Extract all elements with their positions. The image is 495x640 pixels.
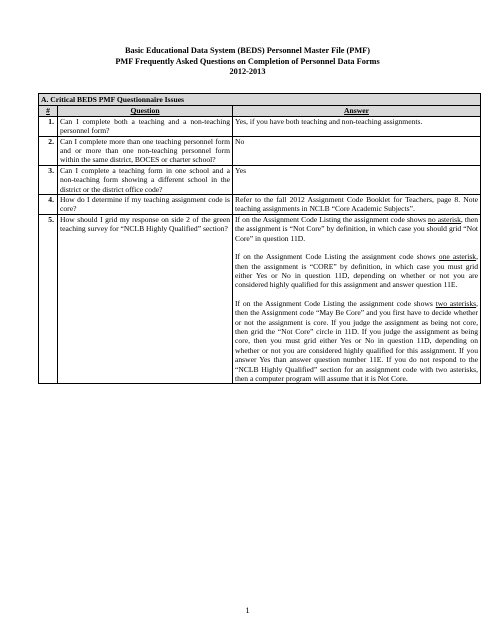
answer-text: If on the Assignment Code Listing the assignment code shows: [235, 252, 439, 262]
answer-emphasis: no asterisk: [428, 214, 461, 224]
question-cell: Can I complete a teaching form in one school and a non-teaching form showing a different school in the district or the district office code?: [58, 165, 233, 194]
answer-text: If on the Assignment Code Listing the assignment code shows: [235, 214, 429, 224]
answer-text: If on the Assignment Code Listing the assignment code shows: [235, 298, 436, 308]
question-cell: How should I grid my response on side 2 of the green teaching survey for “NCLB Highly Qualified” section?: [58, 214, 233, 384]
column-header-question: Question: [58, 106, 233, 116]
answer-text: , then the Assignment code “May Be Core” and you first have to decide whether or not the assignment is core. If you judge the assignment as being not core, then grid the “Not Core” circle in 11D. If you judge the assignment as being core, then you must grid either Yes or No in question 11D, depending on whether or not you are considered highly qualified for this assignment. If you answer Yes than answer question number 11E. If you do not respond to the “NCLB Highly Qualified” section for an assignment code with two asterisks, then a computer program will assume that it is Not Core.: [235, 298, 478, 383]
table-row: [39, 165, 481, 194]
answer-paragraph-one-asterisk: [235, 252, 478, 290]
answer-cell: Yes: [233, 165, 481, 194]
table-row: [39, 116, 481, 136]
section-title: A. Critical BEDS PMF Questionnaire Issues: [39, 94, 481, 106]
answer-paragraph-two-asterisks: [235, 299, 478, 384]
column-header-row: [39, 106, 481, 116]
header-title: Basic Educational Data System (BEDS) Personnel Master File (PMF): [124, 46, 371, 55]
row-number: 1.: [39, 116, 58, 136]
header-year: 2012-2013: [229, 67, 266, 76]
row-number: 3.: [39, 165, 58, 194]
row-number: 2.: [39, 136, 58, 165]
table-row: [39, 136, 481, 165]
row-number: 5.: [39, 214, 58, 384]
answer-cell: No: [233, 136, 481, 165]
question-cell: How do I determine if my teaching assignment code is core?: [58, 195, 233, 215]
answer-text: , then the assignment is “Not Core” by definition, in which case you should grid “Not Core” in question 11D.: [235, 214, 478, 243]
row-number: 4.: [39, 195, 58, 215]
answer-text: , then the assignment is “CORE” by definition, in which case you must grid either Yes or No in question 11D, depending on whether or not you are considered highly qualified for this assignment and answer question 11E.: [235, 252, 478, 290]
answer-cell: Refer to the fall 2012 Assignment Code Booklet for Teachers, page 8. Note teaching assignments in NCLB “Core Academic Subjects”.: [233, 195, 481, 215]
answer-cell: [233, 214, 481, 384]
answer-emphasis: two asterisks: [435, 298, 477, 308]
answer-emphasis: one asterisk: [438, 252, 477, 262]
document-header: [0, 46, 495, 78]
table-row: [39, 214, 481, 384]
question-cell: Can I complete both a teaching and a non-teaching personnel form?: [58, 116, 233, 136]
answer-cell: Yes, if you have both teaching and non-teaching assignments.: [233, 116, 481, 136]
question-cell: Can I complete more than one teaching personnel form and or more than one non-teaching personnel form within the same district, BOCES or charter school?: [58, 136, 233, 165]
page-number: 1: [245, 605, 250, 615]
column-header-answer: Answer: [233, 106, 481, 116]
faq-table: [38, 93, 481, 384]
answer-paragraph-no-asterisk: [235, 215, 478, 243]
column-header-number: #: [39, 106, 58, 116]
header-subtitle: PMF Frequently Asked Questions on Completion of Personnel Data Forms: [115, 56, 380, 66]
table-row: [39, 195, 481, 215]
